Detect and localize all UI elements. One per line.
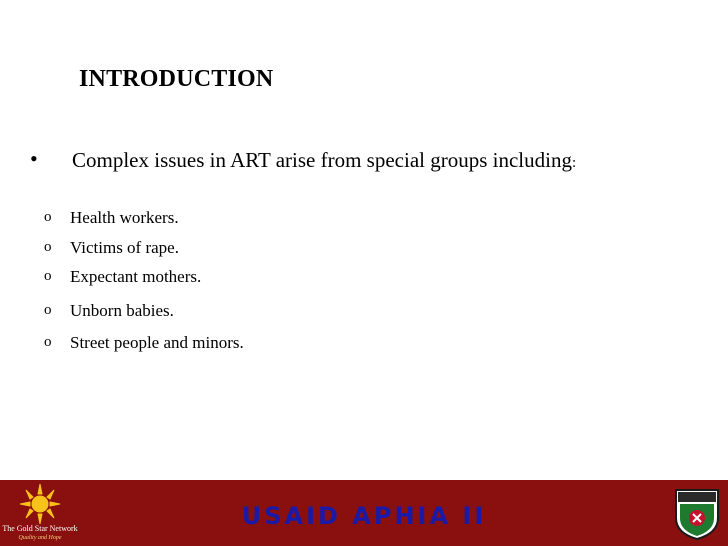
list-item-label: Street people and minors.: [70, 333, 244, 352]
slide-title: INTRODUCTION: [79, 66, 274, 92]
sun-icon: [12, 482, 68, 526]
list-item: [44, 301, 174, 321]
circle-bullet-icon: o: [44, 268, 52, 284]
circle-bullet-icon: o: [44, 302, 52, 318]
circle-bullet-icon: o: [44, 209, 52, 225]
main-bullet-suffix: :: [571, 155, 577, 171]
list-item: [44, 208, 179, 228]
crest-logo-icon: [672, 488, 722, 540]
list-item-label: Victims of rape.: [70, 238, 179, 257]
list-item: [44, 333, 244, 353]
bullet-dot-icon: •: [30, 146, 38, 171]
logo-tagline: Quality and Hope: [18, 535, 62, 541]
main-bullet-text: Complex issues in ART arise from special groups including: [72, 148, 572, 172]
list-item: [44, 267, 201, 287]
circle-bullet-icon: o: [44, 334, 52, 350]
footer-title: USAID APHIA II: [241, 502, 487, 530]
list-item-label: Health workers.: [70, 208, 179, 227]
list-item-label: Expectant mothers.: [70, 267, 202, 286]
gold-star-logo: [0, 480, 80, 546]
circle-bullet-icon: o: [44, 239, 52, 255]
main-bullet: [30, 146, 630, 177]
logo-name: The Gold Star Network: [2, 524, 78, 533]
footer-bar: [0, 480, 728, 546]
list-item: [44, 238, 179, 258]
list-item-label: Unborn babies.: [70, 301, 174, 320]
